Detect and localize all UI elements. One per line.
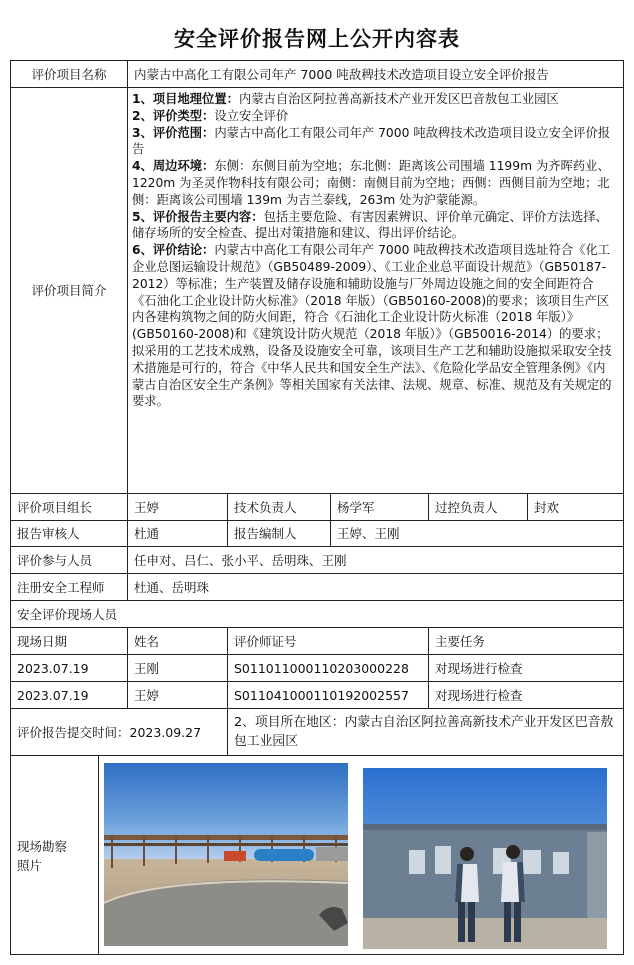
photos-label <box>11 756 98 955</box>
table-row-date: 2023.07.19 <box>17 687 89 703</box>
photos-label-line2: 照片 <box>17 857 43 873</box>
page-title: 安全评价报告网上公开内容表 <box>174 26 460 51</box>
participants-label: 评价参与人员 <box>17 552 93 568</box>
author-label: 报告编制人 <box>234 526 297 541</box>
header-date: 现场日期 <box>17 633 68 649</box>
header-cert: 评价师证号 <box>234 633 297 649</box>
site-photo-pipeline <box>104 763 348 946</box>
table-row-task: 对现场进行检查 <box>435 687 523 703</box>
tech-leader-value: 杨学军 <box>337 499 375 515</box>
site-photo-staff <box>363 768 607 949</box>
header-task: 主要任务 <box>435 633 486 649</box>
group-leader-value: 王婷 <box>134 499 160 515</box>
photos-label-line1: 现场勘察 <box>17 838 68 854</box>
table-row-cert: S011011000110203000228 <box>234 660 409 676</box>
engineers-label: 注册安全工程师 <box>17 579 105 595</box>
tech-leader-label: 技术负责人 <box>234 499 297 515</box>
intro-item-conclusion: 6、评价结论：内蒙古中高化工有限公司年产 7000 吨敌稗技术改造项目选址符合《化工企业总图运输设计规范》（GB50489-2009）、《工业企业总平面设计规范》（GB50187-2012）等标准；生产装置及储存设施和辅助设施与厂外周边设施之间的安全间距符合《石油化工企业设计防火标准》（2018 年版）（GB50160-2008)的要求；该项目生产区内各建构筑物之间的防火间距，符合《石油化工企业设计防火标准（2018 年版）》(GB50160-2008)和《建筑设计防火规范（2018 年版）》（GB50016-2014）的要求；拟采用的工艺技术成熟，设备及设施安全可靠，该项目生产工艺和辅助设施拟采取安全技术措施是可行的，符合《中华人民共和国安全生产法》、《危险化学品安全管理条例》《内蒙古自治区安全生产条例》等相关国家有关法律、法规、规章、标准、规范及有关规定的要求。 <box>132 243 612 409</box>
intro-item-content: 5、评价报告主要内容：包括主要危险、有害因素辨识、评价单元确定、评价方法选择、储存场所的安全检查、提出对策措施和建议、得出评价结论。 <box>132 209 608 241</box>
table-row-cert: S011041000110192002557 <box>234 687 409 703</box>
author-value: 王婷、王刚 <box>337 526 400 541</box>
intro-item-location: 1、项目地理位置：内蒙古自治区阿拉善高新技术产业开发区巴音敖包工业园区 <box>132 92 559 106</box>
reviewer-label: 报告审核人 <box>17 526 80 541</box>
intro-item-surroundings: 4、周边环境：东侧：东侧目前为空地；东北侧：距离该公司围墙 1199m 为齐晖药业、1220m 为圣灵作物科技有限公司；南侧：南侧目前为空地；西侧：西侧目前为空地；北侧：距离该公司围墙 139m 为吉兰泰线，263m 处为沪蒙能源。 <box>132 159 610 207</box>
site-staff-section-label: 安全评价现场人员 <box>17 606 118 622</box>
process-leader-value: 封欢 <box>534 499 560 515</box>
project-name-value: 内蒙古中高化工有限公司年产 7000 吨敌稗技术改造项目设立安全评价报告 <box>134 66 549 82</box>
intro-item-scope: 3、评价范围：内蒙古中高化工有限公司年产 7000 吨敌稗技术改造项目设立安全评价报告 <box>132 125 611 157</box>
intro-content <box>132 91 612 491</box>
table-row-date: 2023.07.19 <box>17 660 89 676</box>
table-row-task: 对现场进行检查 <box>435 660 523 676</box>
submission-location: 2、项目所在地区：内蒙古自治区阿拉善高新技术产业开发区巴音敖包工业园区 <box>234 715 614 749</box>
reviewer-value: 杜通 <box>134 526 160 541</box>
participants-value: 任申对、吕仁、张小平、岳明珠、王刚 <box>134 552 347 568</box>
engineers-value: 杜通、岳明珠 <box>134 579 210 595</box>
table-row-name: 王刚 <box>134 660 160 676</box>
table-row-name: 王婷 <box>134 687 160 703</box>
header-name: 姓名 <box>134 633 160 649</box>
submission-time: 评价报告提交时间：2023.09.27 <box>17 724 202 740</box>
intro-label: 评价项目简介 <box>31 283 107 298</box>
process-leader-label: 过控负责人 <box>435 499 498 515</box>
project-name-label: 评价项目名称 <box>31 66 107 82</box>
intro-item-type: 2、评价类型：设立安全评价 <box>132 108 289 123</box>
group-leader-label: 评价项目组长 <box>17 499 93 515</box>
